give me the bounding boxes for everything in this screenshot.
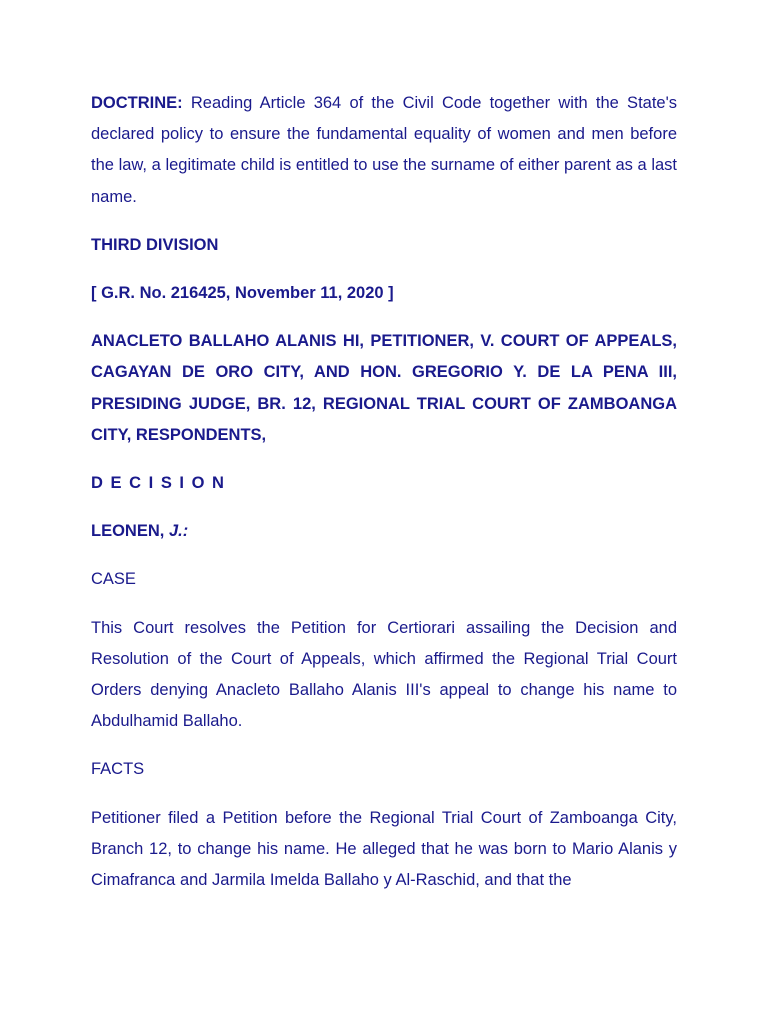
doctrine-label: DOCTRINE: <box>91 94 183 112</box>
case-number: [ G.R. No. 216425, November 11, 2020 ] <box>91 284 394 303</box>
document-body <box>91 88 677 896</box>
doctrine-paragraph <box>91 88 677 213</box>
doctrine-text: Reading Article 364 of the Civil Code together with the State's declared policy to ensure the fundamental equality of women and men before the law, a legitimate child is entitled to use the surname of either parent as a last name. <box>91 94 677 206</box>
case-title: ANACLETO BALLAHO ALANIS HI, PETITIONER, V. COURT OF APPEALS, CAGAYAN DE ORO CITY, AND HON. GREGORIO Y. DE LA PENA III, PRESIDING JUDGE, BR. 12, REGIONAL TRIAL COURT OF ZAMBOANGA CITY, RESPONDENTS, <box>91 332 677 444</box>
ponente-name: LEONEN, <box>91 522 169 541</box>
case-paragraph: This Court resolves the Petition for Certiorari assailing the Decision and Resolution of the Court of Appeals, which affirmed the Regional Trial Court Orders denying Anacleto Ballaho Alanis III's appeal to change his name to Abdulhamid Ballaho. <box>91 618 677 731</box>
facts-heading: FACTS <box>91 760 145 779</box>
ponente <box>91 516 677 547</box>
decision-heading: DECISION <box>91 474 232 493</box>
ponente-suffix: J.: <box>168 522 189 541</box>
facts-paragraph: Petitioner filed a Petition before the Regional Trial Court of Zamboanga City, Branch 12, to change his name. He alleged that he was born to Mario Alanis y Cimafranca and Jarmila Imelda Ballaho y Al-Raschid, and that the <box>91 808 677 890</box>
case-heading: CASE <box>91 570 136 589</box>
division-heading: THIRD DIVISION <box>91 235 219 254</box>
